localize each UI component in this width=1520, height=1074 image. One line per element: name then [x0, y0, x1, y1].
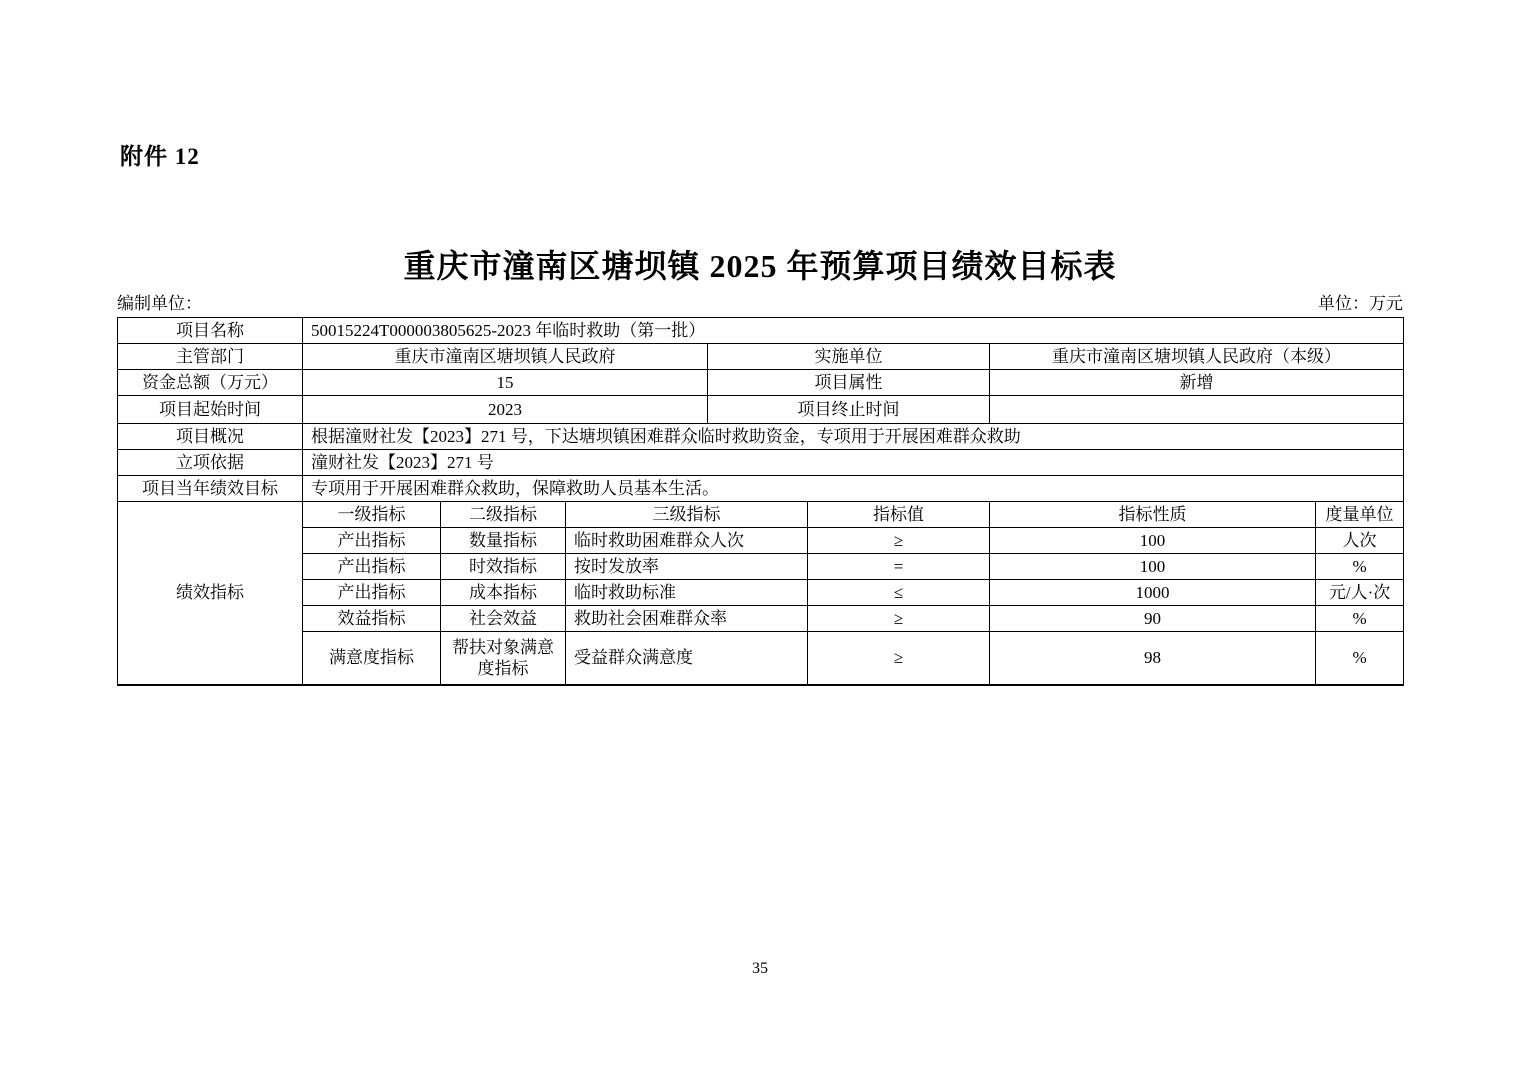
impl-unit-label: 实施单位 [708, 344, 990, 370]
indicator-row [118, 606, 1404, 632]
total-fund-value: 15 [303, 370, 708, 396]
basis-label: 立项依据 [118, 450, 303, 476]
indicator-level2: 时效指标 [441, 554, 566, 580]
project-name-label: 项目名称 [118, 318, 303, 344]
indicator-row [118, 528, 1404, 554]
indicator-level3: 按时发放率 [566, 554, 808, 580]
indicator-row [118, 554, 1404, 580]
indicator-level1: 满意度指标 [303, 632, 441, 685]
indicator-level1: 产出指标 [303, 580, 441, 606]
table-row [118, 476, 1404, 502]
indicator-target: 100 [990, 554, 1316, 580]
indicator-level2: 帮扶对象满意度指标 [441, 632, 566, 685]
table-row [118, 450, 1404, 476]
overview-value: 根据潼财社发【2023】271 号，下达塘坝镇困难群众临时救助资金，专项用于开展困难群众救助 [303, 424, 1404, 450]
indicator-row [118, 580, 1404, 606]
total-fund-label: 资金总额（万元） [118, 370, 303, 396]
start-time-label: 项目起始时间 [118, 396, 303, 424]
prepared-by-label: 编制单位： [117, 294, 202, 313]
meta-row [117, 292, 1403, 316]
project-name-value: 50015224T000003805625-2023 年临时救助（第一批） [303, 318, 1404, 344]
indicator-relation: ≥ [808, 606, 990, 632]
indicator-unit: 元/人·次 [1316, 580, 1404, 606]
indicator-unit: % [1316, 554, 1404, 580]
indicator-row [118, 632, 1404, 685]
indicator-header-value: 指标值 [808, 502, 990, 528]
indicator-unit: % [1316, 606, 1404, 632]
indicator-level3: 临时救助困难群众人次 [566, 528, 808, 554]
indicator-level1: 效益指标 [303, 606, 441, 632]
page-number: 35 [752, 960, 768, 977]
indicator-header-level2: 二级指标 [441, 502, 566, 528]
indicator-target: 1000 [990, 580, 1316, 606]
indicator-target: 90 [990, 606, 1316, 632]
table-row [118, 318, 1404, 344]
indicator-level1: 产出指标 [303, 554, 441, 580]
end-time-label: 项目终止时间 [708, 396, 990, 424]
indicator-level1: 产出指标 [303, 528, 441, 554]
indicator-unit: 人次 [1316, 528, 1404, 554]
project-attr-label: 项目属性 [708, 370, 990, 396]
indicator-relation: ≥ [808, 632, 990, 685]
dept-label: 主管部门 [118, 344, 303, 370]
indicator-relation: = [808, 554, 990, 580]
indicator-level2: 成本指标 [441, 580, 566, 606]
annual-goal-label: 项目当年绩效目标 [118, 476, 303, 502]
indicator-level3: 受益群众满意度 [566, 632, 808, 685]
unit-label: 单位：万元 [1318, 294, 1403, 313]
indicator-header-level3: 三级指标 [566, 502, 808, 528]
indicator-target: 98 [990, 632, 1316, 685]
annual-goal-value: 专项用于开展困难群众救助，保障救助人员基本生活。 [303, 476, 1404, 502]
indicator-target: 100 [990, 528, 1316, 554]
indicator-header-row [118, 502, 1404, 528]
table-row [118, 370, 1404, 396]
table-row [118, 424, 1404, 450]
document-title: 重庆市潼南区塘坝镇 2025 年预算项目绩效目标表 [403, 248, 1117, 284]
impl-unit-value: 重庆市潼南区塘坝镇人民政府（本级） [990, 344, 1404, 370]
indicator-header-nature: 指标性质 [990, 502, 1316, 528]
end-time-value [990, 396, 1404, 424]
indicator-level2: 数量指标 [441, 528, 566, 554]
indicator-relation: ≥ [808, 528, 990, 554]
project-attr-value: 新增 [990, 370, 1404, 396]
indicator-header-level1: 一级指标 [303, 502, 441, 528]
performance-group-label: 绩效指标 [118, 502, 303, 685]
indicator-level2: 社会效益 [441, 606, 566, 632]
table-row [118, 396, 1404, 424]
attachment-label: 附件 12 [120, 144, 200, 169]
start-time-value: 2023 [303, 396, 708, 424]
indicator-header-unit: 度量单位 [1316, 502, 1404, 528]
indicator-level3: 救助社会困难群众率 [566, 606, 808, 632]
budget-performance-table [117, 317, 1404, 686]
dept-value: 重庆市潼南区塘坝镇人民政府 [303, 344, 708, 370]
indicator-relation: ≤ [808, 580, 990, 606]
indicator-level3: 临时救助标准 [566, 580, 808, 606]
overview-label: 项目概况 [118, 424, 303, 450]
basis-value: 潼财社发【2023】271 号 [303, 450, 1404, 476]
indicator-unit: % [1316, 632, 1404, 685]
table-row [118, 344, 1404, 370]
